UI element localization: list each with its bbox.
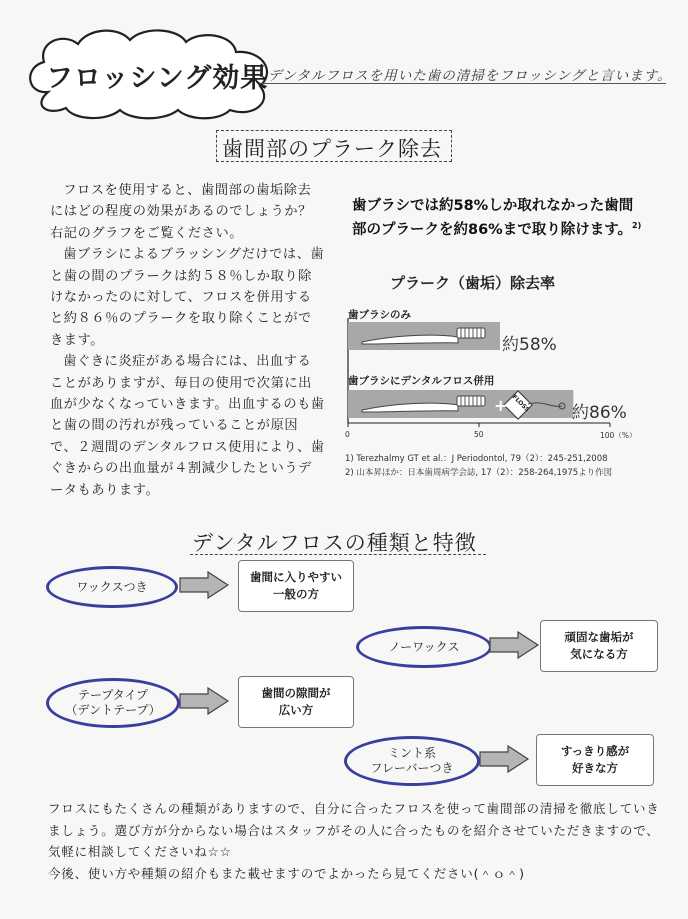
- subtitle-underline: [262, 83, 666, 84]
- type-desc-mint: すっきり感が 好きな方: [536, 734, 654, 786]
- type-oval-wax: ワックスつき: [46, 566, 178, 608]
- footer-text: [48, 798, 660, 884]
- highlight-text: 歯ブラシでは約58%しか取れなかった歯間部のプラークを約86%まで取り除けます。$^{2)}$: [352, 198, 642, 238]
- section1-title: 歯間部のプラーク除去: [222, 137, 442, 161]
- arrow-icon-2: [488, 630, 540, 660]
- chart-title: プラーク（歯垢）除去率: [390, 274, 556, 292]
- reference-1: 1) Terezhalmy GT et al.：J Periodontol, 79（2）：245-251,2008: [345, 454, 608, 464]
- tick-label-50: 50: [474, 430, 484, 439]
- paragraph-3: 歯ぐきに炎症がある場合には、出血することがありますが、毎日の使用で次第に出血が少なくなっていきます。出血するのも歯と歯の間の汚れが残っていることが原因で、２週間のデンタルフロス使用により、歯ぐきからの出血量が４割減少したというデータもあります。: [50, 354, 325, 498]
- type-desc-nowax: 頑固な歯垢が 気になる方: [540, 620, 658, 672]
- plus-sign: +: [494, 396, 508, 415]
- section1-body: [50, 180, 325, 501]
- footer-line-2: 今後、使い方や種類の紹介もまた載せますのでよかったら見てください(＾ｏ＾): [48, 865, 525, 881]
- type-oval-nowax: ノーワックス: [356, 626, 492, 668]
- bar-label-2: 歯ブラシにデンタルフロス併用: [348, 375, 495, 387]
- section2-underline: [190, 554, 486, 555]
- paragraph-1: フロスを使用すると、歯間部の歯垢除去にはどの程度の効果があるのでしょうか？右記のグラフをご覧ください。: [50, 183, 312, 241]
- type-desc-tape: 歯間の隙間が 広い方: [238, 676, 354, 728]
- bar-label-1: 歯ブラシのみ: [348, 309, 411, 321]
- tick-label-100: 100（%）: [600, 431, 637, 440]
- bar-value-2: 約86%: [572, 403, 627, 423]
- tick-label-0: 0: [345, 430, 350, 439]
- paragraph-2: 歯ブラシによるブラッシングだけでは、歯と歯の間のプラークは約５８％しか取り除けなかったのに対して、フロスを併用すると約８６％のプラークを取り除くことができます。: [50, 247, 325, 348]
- type-oval-mint: ミント系 フレーバーつき: [344, 736, 480, 786]
- floss-box-label: FLOSS: [510, 393, 531, 414]
- type-oval-tape: テープタイプ （デントテープ）: [46, 678, 180, 728]
- reference-2: 2) 山本昇ほか：日本歯周病学会誌, 17（2）：258-264,1975より作図: [345, 468, 613, 478]
- type-desc-wax: 歯間に入りやすい 一般の方: [238, 560, 354, 612]
- chart-svg: [340, 318, 640, 443]
- page-title: フロッシング効果: [46, 63, 269, 94]
- page-subtitle: デンタルフロスを用いた歯の清掃をフロッシングと言います。: [268, 68, 672, 84]
- arrow-icon-3: [178, 686, 230, 716]
- arrow-icon-1: [178, 570, 230, 600]
- footer-line-1: フロスにもたくさんの種類がありますので、自分に合ったフロスを使って歯間部の清掃を徹底していきましょう。選び方が分からない場合はスタッフがその人に合ったものを紹介させていただきますので、気軽に相談してくださいね☆☆: [48, 801, 660, 859]
- bar-value-1: 約58%: [502, 335, 557, 355]
- arrow-icon-4: [478, 744, 530, 774]
- section2-title: デンタルフロスの種類と特徴: [192, 531, 477, 555]
